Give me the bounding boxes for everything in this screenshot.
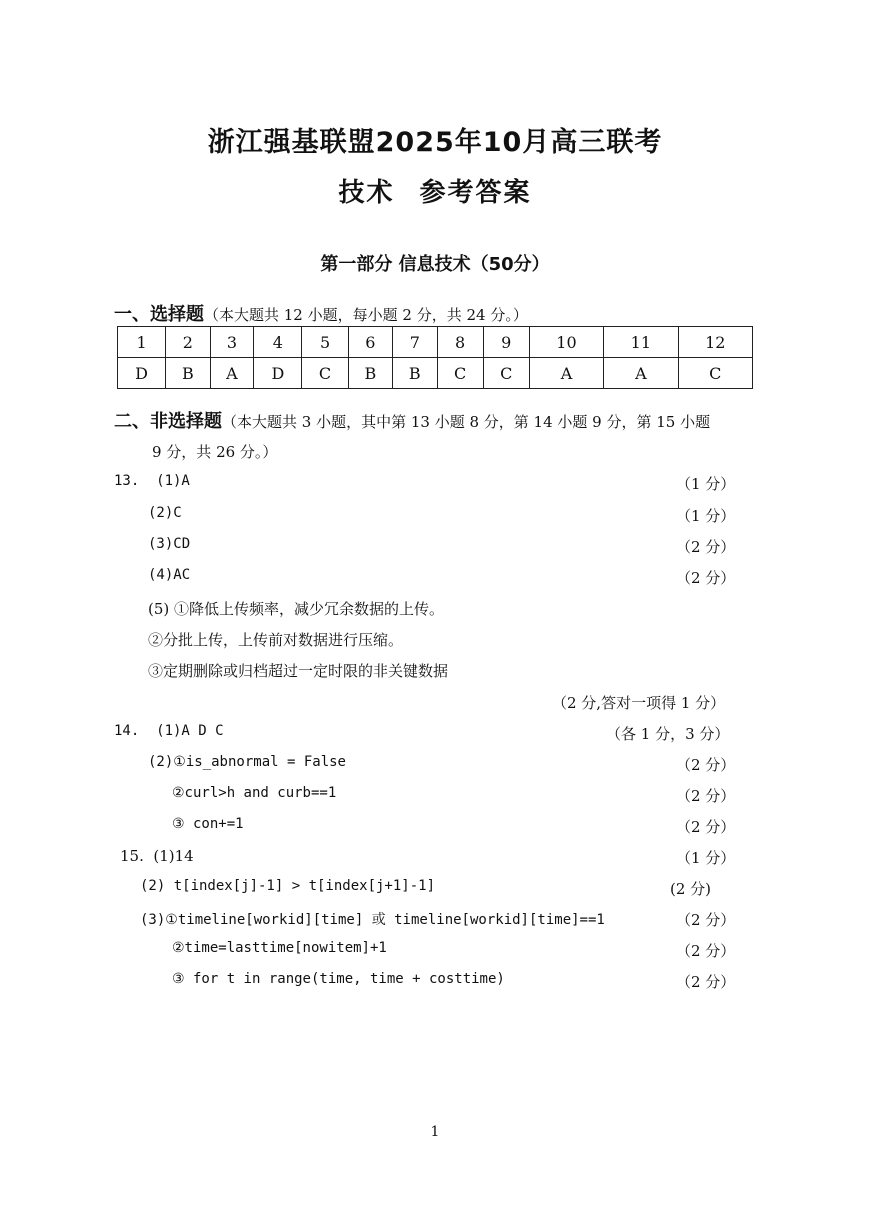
q14-answer-1: 14. (1)A D C xyxy=(114,723,224,739)
q13-answer-2: (2)C xyxy=(148,505,182,521)
q15-score-1: （1 分） xyxy=(676,849,736,867)
answer-cell: C xyxy=(302,358,348,389)
answer-cell: C xyxy=(678,358,752,389)
q14-score-2: （2 分） xyxy=(676,756,736,774)
question-number-cell: 5 xyxy=(302,327,348,358)
q15-answer-5: ③ for t in range(time, time + costtime) xyxy=(172,971,505,987)
q13-answer-5: (5) ①降低上传频率，减少冗余数据的上传。 xyxy=(148,600,445,618)
answer-table-number-row xyxy=(118,327,753,358)
answer-cell: C xyxy=(483,358,529,389)
question-number-cell: 8 xyxy=(437,327,483,358)
question-number-cell: 12 xyxy=(678,327,752,358)
q13-score-2: （1 分） xyxy=(676,507,736,525)
question-number-cell: 6 xyxy=(348,327,392,358)
q15-answer-3: (3)①timeline[workid][time] 或 timeline[workid][time]==1 xyxy=(140,912,605,928)
q14-score-3: （2 分） xyxy=(676,787,736,805)
q14-answer-2: (2)①is_abnormal = False xyxy=(148,754,346,770)
answer-cell: A xyxy=(604,358,678,389)
q14-answer-3: ②curl>h and curb==1 xyxy=(172,785,337,801)
section2-heading xyxy=(114,407,710,433)
part-heading: 第一部分 信息技术（50分） xyxy=(320,254,550,275)
q13-score-3: （2 分） xyxy=(676,538,736,556)
q15-score-4: （2 分） xyxy=(676,942,736,960)
q15-score-3: （2 分） xyxy=(676,911,736,929)
section1-label: 一、选择题 xyxy=(114,304,204,325)
answer-table-answer-row xyxy=(118,358,753,389)
q15-answer-1: 15. (1)14 xyxy=(120,847,194,865)
answer-cell: A xyxy=(210,358,254,389)
question-number-cell: 11 xyxy=(604,327,678,358)
q15-answer-2: (2) t[index[j]-1] > t[index[j+1]-1] xyxy=(140,878,436,894)
question-number-cell: 9 xyxy=(483,327,529,358)
q13-answer-6: ②分批上传，上传前对数据进行压缩。 xyxy=(148,631,404,649)
document-subtitle: 技术 参考答案 xyxy=(338,178,532,208)
q15-score-2: (2 分) xyxy=(670,880,712,898)
section2-label: 二、非选择题 xyxy=(114,411,222,432)
q15-score-5: （2 分） xyxy=(676,973,736,991)
section1-heading xyxy=(114,300,528,326)
q13-score-4: （2 分） xyxy=(676,569,736,587)
question-number-cell: 4 xyxy=(254,327,302,358)
document-title: 浙江强基联盟2025年10月高三联考 xyxy=(207,127,663,158)
q15-answer-4: ②time=lasttime[nowitem]+1 xyxy=(172,940,387,956)
answer-cell: C xyxy=(437,358,483,389)
answer-cell: B xyxy=(393,358,437,389)
answer-table xyxy=(117,326,753,389)
question-number-cell: 1 xyxy=(118,327,166,358)
question-number-cell: 3 xyxy=(210,327,254,358)
answer-cell: B xyxy=(166,358,210,389)
q13-answer-3: (3)CD xyxy=(148,536,191,552)
section2-note-1: （本大题共 3 小题，其中第 13 小题 8 分，第 14 小题 9 分，第 15 小题 xyxy=(222,413,711,431)
page-number: 1 xyxy=(430,1124,440,1140)
section1-note: （本大题共 12 小题，每小题 2 分，共 24 分。） xyxy=(204,306,528,324)
q13-answer-7: ③定期删除或归档超过一定时限的非关键数据 xyxy=(148,662,449,680)
q13-answer-1: 13. (1)A xyxy=(114,473,190,489)
section2-note-2: 9 分，共 26 分。） xyxy=(152,443,278,461)
q14-score-1: （各 1 分，3 分） xyxy=(606,725,730,743)
q14-answer-4: ③ con+=1 xyxy=(172,816,244,832)
question-number-cell: 7 xyxy=(393,327,437,358)
q14-score-4: （2 分） xyxy=(676,818,736,836)
q13-answer-4: (4)AC xyxy=(148,567,191,583)
q13-score-1: （1 分） xyxy=(676,475,736,493)
question-number-cell: 2 xyxy=(166,327,210,358)
answer-cell: B xyxy=(348,358,392,389)
q13-score-5: （2 分,答对一项得 1 分） xyxy=(552,694,726,712)
answer-cell: D xyxy=(118,358,166,389)
question-number-cell: 10 xyxy=(529,327,603,358)
answer-cell: A xyxy=(529,358,603,389)
answer-cell: D xyxy=(254,358,302,389)
